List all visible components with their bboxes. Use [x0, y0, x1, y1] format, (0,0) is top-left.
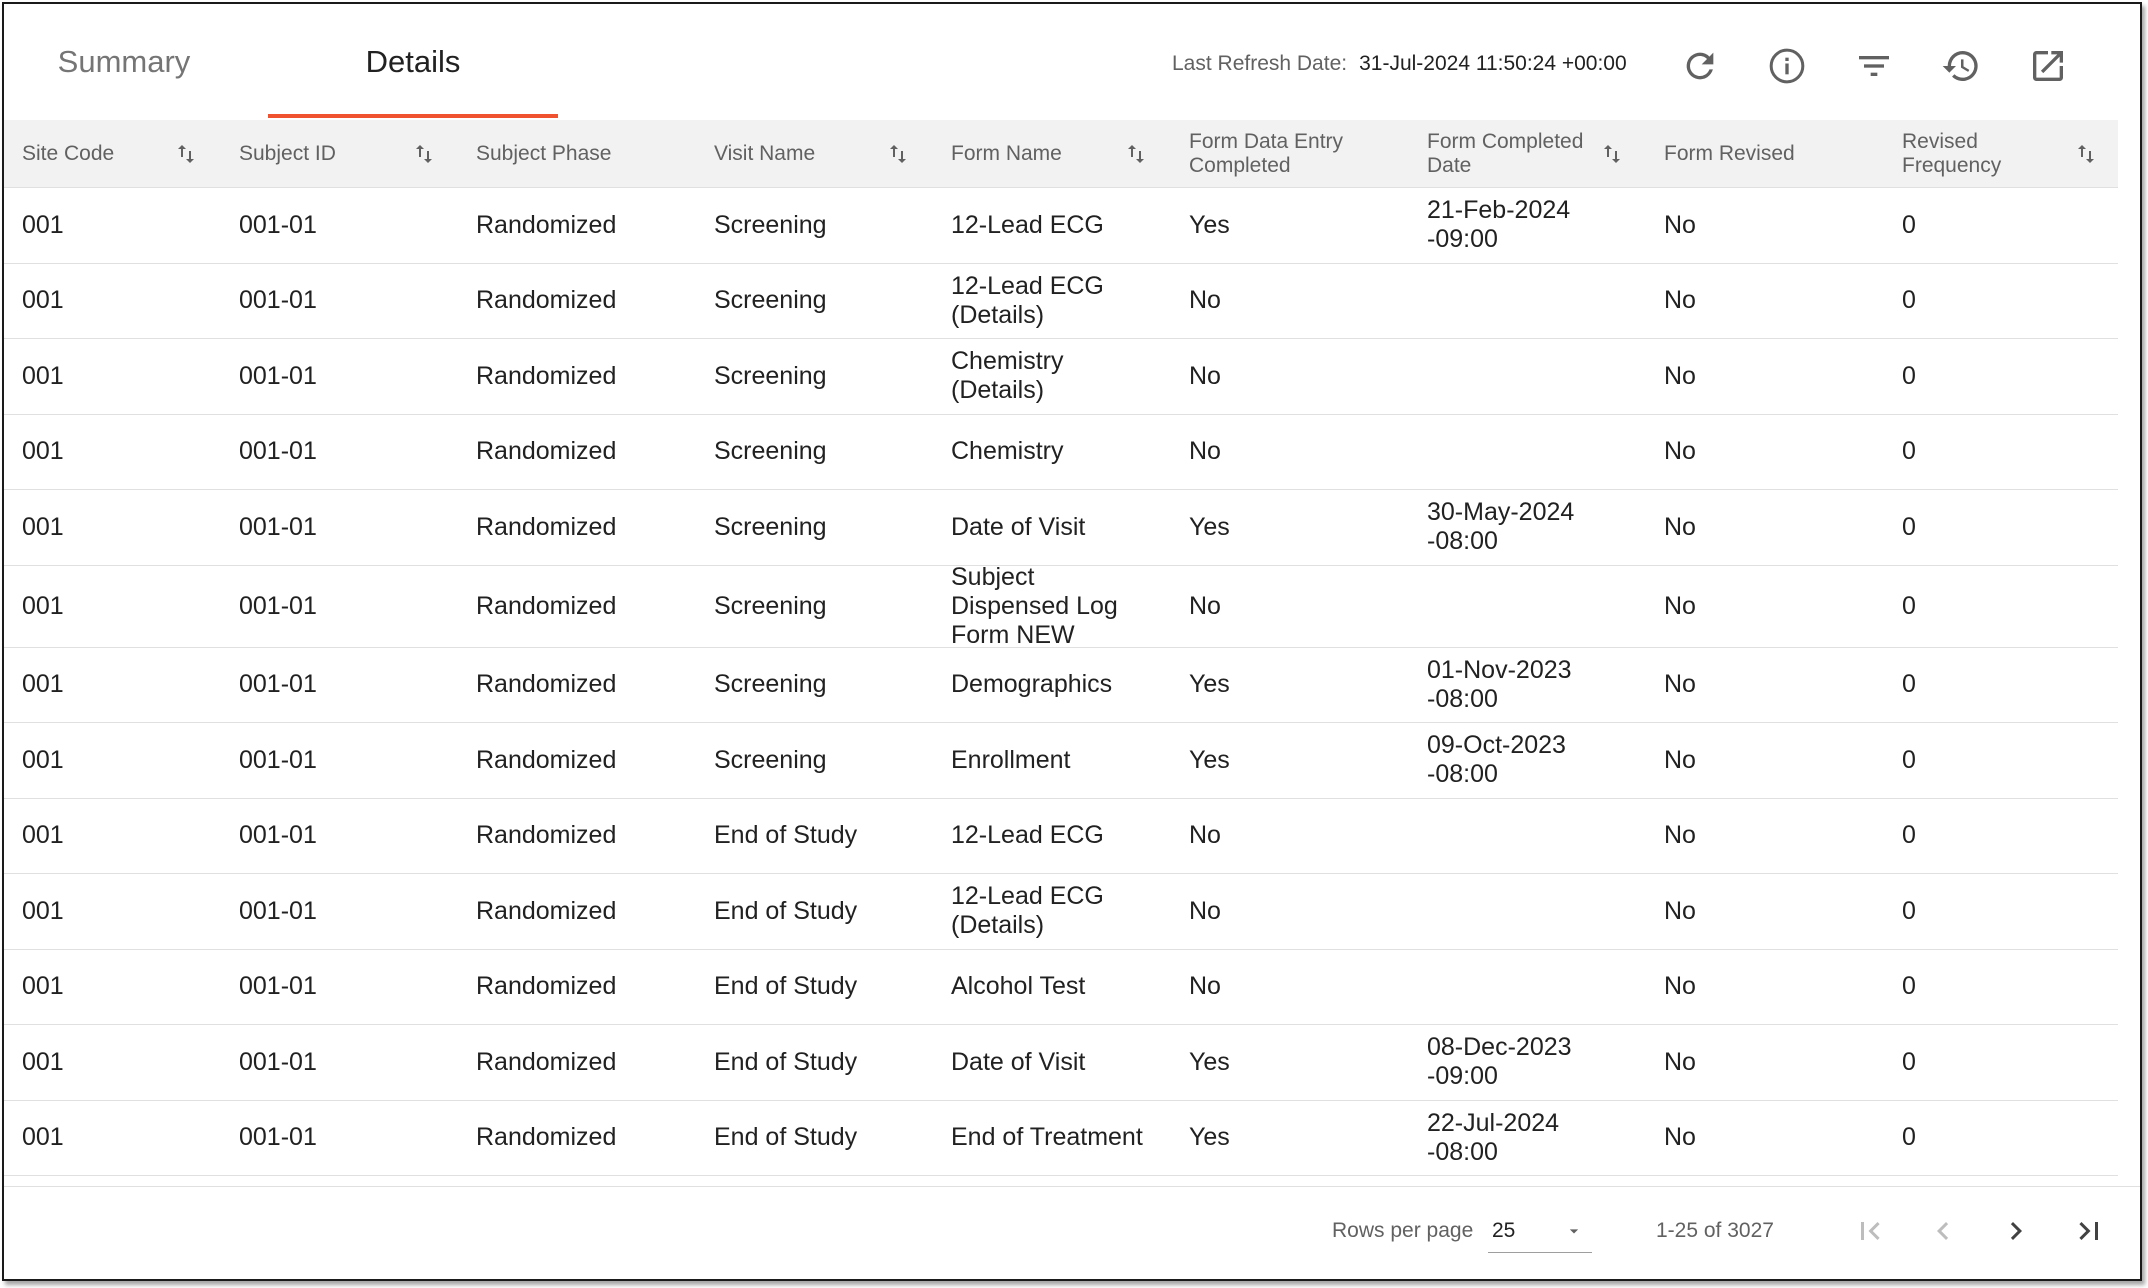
- subject-id-cell: [239, 566, 439, 647]
- form-name-cell: [951, 648, 1151, 723]
- table-row[interactable]: [4, 188, 2118, 264]
- visit-name-cell: [714, 950, 914, 1025]
- cell-text: Screening: [714, 286, 827, 315]
- cell-text: 001: [22, 821, 64, 850]
- info-icon: [1767, 46, 1807, 86]
- form-completed-date-cell: [1427, 188, 1577, 263]
- cell-text: 001-01: [239, 745, 317, 774]
- info-button[interactable]: [1763, 42, 1811, 90]
- form-revised-cell: [1664, 1025, 1874, 1100]
- cell-text: Yes: [1189, 210, 1230, 239]
- cell-text: Yes: [1189, 670, 1230, 699]
- site-code-cell: [22, 1101, 212, 1176]
- column-header[interactable]: [1427, 120, 1597, 188]
- sort-icon[interactable]: [2074, 142, 2098, 166]
- cell-text: No: [1189, 437, 1221, 466]
- cell-text: End of Study: [714, 821, 858, 850]
- cell-text: Date of Visit: [951, 1047, 1086, 1076]
- cell-text: Chemistry (Details): [951, 347, 1064, 405]
- history-button[interactable]: [1937, 42, 1985, 90]
- cell-text: Demographics: [951, 670, 1113, 699]
- form-name-cell: [951, 723, 1151, 798]
- form-revised-cell: [1664, 339, 1874, 414]
- cell-text: 001: [22, 745, 64, 774]
- column-header-label: Subject Phase: [476, 142, 612, 165]
- column-header[interactable]: [1902, 120, 2022, 188]
- subject-id-cell: [239, 799, 439, 874]
- form-completed-date-cell: [1427, 648, 1577, 723]
- cell-text: 001: [22, 1047, 64, 1076]
- tab-summary[interactable]: Summary: [57, 44, 191, 79]
- cell-text: Randomized: [476, 1047, 617, 1076]
- column-header[interactable]: [239, 120, 439, 188]
- form-name-cell: [951, 562, 1151, 649]
- cell-text: No: [1189, 896, 1221, 925]
- previous-page-button[interactable]: [1919, 1207, 1967, 1255]
- cell-text: End of Study: [714, 1047, 858, 1076]
- form-completed-date-cell: [1427, 723, 1577, 798]
- revised-frequency-cell: [1902, 566, 2092, 647]
- subject-phase-cell: [476, 490, 696, 565]
- cell-text: Screening: [714, 361, 827, 390]
- report-panel: [2, 2, 2142, 1281]
- cell-text: 001-01: [239, 210, 317, 239]
- table-row[interactable]: [4, 1025, 2118, 1101]
- form-data-entry-completed-cell: [1189, 188, 1409, 263]
- cell-text: End of Study: [714, 1123, 858, 1152]
- site-code-cell: [22, 264, 212, 339]
- cell-text: 001: [22, 896, 64, 925]
- form-name-cell: [951, 188, 1151, 263]
- cell-text: 12-Lead ECG: [951, 210, 1104, 239]
- cell-text: Screening: [714, 591, 827, 620]
- last-page-button[interactable]: [2065, 1207, 2113, 1255]
- cell-text: No: [1189, 361, 1221, 390]
- site-code-cell: [22, 415, 212, 490]
- cell-text: Randomized: [476, 437, 617, 466]
- cell-text: No: [1664, 670, 1696, 699]
- cell-text: Randomized: [476, 972, 617, 1001]
- page-range-text: 1-25 of 3027: [1656, 1219, 1774, 1242]
- visit-name-cell: [714, 1101, 914, 1176]
- form-revised-cell: [1664, 188, 1874, 263]
- cell-text: No: [1189, 286, 1221, 315]
- subject-phase-cell: [476, 264, 696, 339]
- revised-frequency-cell: [1902, 339, 2092, 414]
- site-code-cell: [22, 799, 212, 874]
- revised-frequency-cell: [1902, 1025, 2092, 1100]
- form-data-entry-completed-cell: [1189, 339, 1409, 414]
- cell-text: 22-Jul-2024 -08:00: [1427, 1108, 1560, 1166]
- visit-name-cell: [714, 874, 914, 949]
- form-completed-date-cell: [1427, 950, 1577, 1025]
- refresh-icon: [1680, 46, 1720, 86]
- form-data-entry-completed-cell: [1189, 723, 1409, 798]
- cell-text: 001: [22, 286, 64, 315]
- cell-text: 001-01: [239, 821, 317, 850]
- form-data-entry-completed-cell: [1189, 264, 1409, 339]
- revised-frequency-cell: [1902, 415, 2092, 490]
- form-name-cell: [951, 339, 1151, 414]
- subject-id-cell: [239, 1025, 439, 1100]
- cell-text: Screening: [714, 670, 827, 699]
- cell-text: 0: [1902, 210, 1916, 239]
- last-refresh-value: 31-Jul-2024 11:50:24 +00:00: [1359, 52, 1627, 75]
- revised-frequency-cell: [1902, 188, 2092, 263]
- table-row[interactable]: [4, 1101, 2118, 1177]
- table-row[interactable]: [4, 648, 2118, 724]
- cell-text: No: [1664, 512, 1696, 541]
- cell-text: 001-01: [239, 670, 317, 699]
- form-completed-date-cell: [1427, 799, 1577, 874]
- first-page-icon: [1852, 1213, 1888, 1249]
- visit-name-cell: [714, 188, 914, 263]
- cell-text: 001-01: [239, 512, 317, 541]
- column-header-label: Visit Name: [714, 142, 816, 165]
- cell-text: Randomized: [476, 1123, 617, 1152]
- form-data-entry-completed-cell: [1189, 950, 1409, 1025]
- form-data-entry-completed-cell: [1189, 415, 1409, 490]
- sort-icon[interactable]: [174, 142, 198, 166]
- visit-name-cell: [714, 339, 914, 414]
- column-header-label: Revised Frequency: [1902, 130, 2002, 177]
- visit-name-cell: [714, 648, 914, 723]
- site-code-cell: [22, 1025, 212, 1100]
- cell-text: No: [1664, 591, 1696, 620]
- cell-text: Alcohol Test: [951, 972, 1086, 1001]
- cell-text: No: [1189, 972, 1221, 1001]
- subject-id-cell: [239, 874, 439, 949]
- form-data-entry-completed-cell: [1189, 566, 1409, 647]
- cell-text: 0: [1902, 286, 1916, 315]
- cell-text: 0: [1902, 670, 1916, 699]
- form-revised-cell: [1664, 874, 1874, 949]
- revised-frequency-cell: [1902, 648, 2092, 723]
- cell-text: Randomized: [476, 670, 617, 699]
- site-code-cell: [22, 188, 212, 263]
- cell-text: 0: [1902, 821, 1916, 850]
- first-page-button[interactable]: [1846, 1207, 1894, 1255]
- cell-text: 001: [22, 512, 64, 541]
- subject-id-cell: [239, 723, 439, 798]
- form-revised-cell: [1664, 723, 1874, 798]
- cell-text: 0: [1902, 512, 1916, 541]
- open-in-new-button[interactable]: [2024, 42, 2072, 90]
- cell-text: 0: [1902, 1047, 1916, 1076]
- subject-id-cell: [239, 188, 439, 263]
- form-completed-date-cell: [1427, 1101, 1577, 1176]
- revised-frequency-cell: [1902, 799, 2092, 874]
- cell-text: 001: [22, 972, 64, 1001]
- cell-text: 08-Dec-2023 -09:00: [1427, 1033, 1572, 1091]
- table-row[interactable]: [4, 415, 2118, 491]
- tab-details[interactable]: Details: [365, 44, 461, 79]
- subject-id-cell: [239, 648, 439, 723]
- rows-per-page-select[interactable]: [1488, 1209, 1592, 1253]
- cell-text: Yes: [1189, 512, 1230, 541]
- subject-phase-cell: [476, 339, 696, 414]
- last-refresh-date: [1172, 52, 1627, 76]
- cell-text: Yes: [1189, 745, 1230, 774]
- subject-phase-cell: [476, 648, 696, 723]
- cell-text: 30-May-2024 -08:00: [1427, 498, 1575, 556]
- form-name-cell: [951, 1101, 1151, 1176]
- visit-name-cell: [714, 415, 914, 490]
- history-icon: [1941, 46, 1981, 86]
- cell-text: No: [1664, 821, 1696, 850]
- cell-text: No: [1664, 1123, 1696, 1152]
- cell-text: Randomized: [476, 896, 617, 925]
- column-header[interactable]: [714, 120, 914, 188]
- subject-phase-cell: [476, 950, 696, 1025]
- cell-text: Enrollment: [951, 745, 1071, 774]
- table-header: [4, 120, 2118, 188]
- cell-text: Screening: [714, 210, 827, 239]
- form-data-entry-completed-cell: [1189, 1025, 1409, 1100]
- form-name-cell: [951, 264, 1151, 339]
- form-completed-date-cell: [1427, 874, 1577, 949]
- cell-text: 001: [22, 1123, 64, 1152]
- cell-text: No: [1189, 821, 1221, 850]
- cell-text: 001: [22, 437, 64, 466]
- table-row[interactable]: [4, 490, 2118, 566]
- form-completed-date-cell: [1427, 490, 1577, 565]
- form-data-entry-completed-cell: [1189, 799, 1409, 874]
- revised-frequency-cell: [1902, 264, 2092, 339]
- subject-id-cell: [239, 415, 439, 490]
- form-completed-date-cell: [1427, 339, 1577, 414]
- cell-text: Screening: [714, 745, 827, 774]
- rows-per-page-value: 25: [1492, 1219, 1516, 1242]
- cell-text: 001-01: [239, 361, 317, 390]
- form-revised-cell: [1664, 1101, 1874, 1176]
- form-data-entry-completed-cell: [1189, 648, 1409, 723]
- form-revised-cell: [1664, 799, 1874, 874]
- rows-per-page-label: Rows per page: [1332, 1219, 1474, 1242]
- filter-icon: [1854, 46, 1894, 86]
- subject-phase-cell: [476, 566, 696, 647]
- column-header-label: Form Completed Date: [1427, 130, 1584, 177]
- cell-text: Date of Visit: [951, 512, 1086, 541]
- column-header-label: Form Name: [951, 142, 1062, 165]
- cell-text: 001-01: [239, 1047, 317, 1076]
- site-code-cell: [22, 339, 212, 414]
- cell-text: No: [1189, 591, 1221, 620]
- cell-text: Randomized: [476, 210, 617, 239]
- pagination-bar: [4, 1186, 2140, 1281]
- cell-text: 0: [1902, 745, 1916, 774]
- subject-id-cell: [239, 264, 439, 339]
- subject-phase-cell: [476, 1101, 696, 1176]
- subject-phase-cell: [476, 874, 696, 949]
- cell-text: 001: [22, 591, 64, 620]
- refresh-button[interactable]: [1676, 42, 1724, 90]
- sort-icon[interactable]: [886, 142, 910, 166]
- revised-frequency-cell: [1902, 490, 2092, 565]
- sort-icon[interactable]: [412, 142, 436, 166]
- table-row[interactable]: [4, 723, 2118, 799]
- subject-phase-cell: [476, 1025, 696, 1100]
- cell-text: End of Study: [714, 972, 858, 1001]
- cell-text: End of Treatment: [951, 1123, 1143, 1152]
- filter-button[interactable]: [1850, 42, 1898, 90]
- chevron-left-icon: [1925, 1213, 1961, 1249]
- form-completed-date-cell: [1427, 1025, 1577, 1100]
- subject-id-cell: [239, 950, 439, 1025]
- table-body: [4, 188, 2118, 1186]
- subject-phase-cell: [476, 188, 696, 263]
- subject-phase-cell: [476, 723, 696, 798]
- site-code-cell: [22, 723, 212, 798]
- form-data-entry-completed-cell: [1189, 490, 1409, 565]
- cell-text: Randomized: [476, 286, 617, 315]
- column-header-label: Site Code: [22, 142, 115, 165]
- cell-text: 0: [1902, 1123, 1916, 1152]
- form-completed-date-cell: [1427, 264, 1577, 339]
- table-row[interactable]: [4, 339, 2118, 415]
- cell-text: 001-01: [239, 972, 317, 1001]
- subject-phase-cell: [476, 415, 696, 490]
- cell-text: 001: [22, 670, 64, 699]
- column-header: [1189, 120, 1389, 188]
- cell-text: 001-01: [239, 1123, 317, 1152]
- table-row[interactable]: [4, 264, 2118, 340]
- table-row[interactable]: [4, 950, 2118, 1026]
- site-code-cell: [22, 874, 212, 949]
- last-page-icon: [2071, 1213, 2107, 1249]
- revised-frequency-cell: [1902, 874, 2092, 949]
- site-code-cell: [22, 490, 212, 565]
- cell-text: No: [1664, 210, 1696, 239]
- form-data-entry-completed-cell: [1189, 1101, 1409, 1176]
- form-revised-cell: [1664, 950, 1874, 1025]
- chevron-down-icon: [1564, 1221, 1584, 1241]
- cell-text: 21-Feb-2024 -09:00: [1427, 196, 1571, 254]
- cell-text: 001: [22, 361, 64, 390]
- top-bar: [4, 4, 2140, 120]
- revised-frequency-cell: [1902, 1101, 2092, 1176]
- subject-phase-cell: [476, 799, 696, 874]
- cell-text: 12-Lead ECG: [951, 821, 1104, 850]
- form-revised-cell: [1664, 566, 1874, 647]
- cell-text: No: [1664, 361, 1696, 390]
- site-code-cell: [22, 566, 212, 647]
- table-row[interactable]: [4, 799, 2118, 875]
- cell-text: 0: [1902, 361, 1916, 390]
- cell-text: Screening: [714, 512, 827, 541]
- cell-text: Randomized: [476, 591, 617, 620]
- revised-frequency-cell: [1902, 723, 2092, 798]
- cell-text: 01-Nov-2023 -08:00: [1427, 655, 1572, 713]
- form-revised-cell: [1664, 648, 1874, 723]
- form-revised-cell: [1664, 415, 1874, 490]
- site-code-cell: [22, 648, 212, 723]
- subject-id-cell: [239, 1101, 439, 1176]
- cell-text: End of Study: [714, 896, 858, 925]
- cell-text: Randomized: [476, 745, 617, 774]
- form-name-cell: [951, 490, 1151, 565]
- visit-name-cell: [714, 723, 914, 798]
- form-revised-cell: [1664, 264, 1874, 339]
- cell-text: Yes: [1189, 1047, 1230, 1076]
- form-name-cell: [951, 874, 1151, 949]
- visit-name-cell: [714, 566, 914, 647]
- form-completed-date-cell: [1427, 566, 1577, 647]
- cell-text: 001-01: [239, 591, 317, 620]
- cell-text: No: [1664, 1047, 1696, 1076]
- cell-text: 0: [1902, 591, 1916, 620]
- visit-name-cell: [714, 1025, 914, 1100]
- cell-text: 12-Lead ECG (Details): [951, 882, 1104, 940]
- form-name-cell: [951, 799, 1151, 874]
- chevron-right-icon: [1998, 1213, 2034, 1249]
- column-header-label: Form Revised: [1664, 142, 1795, 165]
- last-refresh-label: Last Refresh Date:: [1172, 52, 1348, 75]
- table-row[interactable]: [4, 874, 2118, 950]
- visit-name-cell: [714, 799, 914, 874]
- cell-text: 001-01: [239, 896, 317, 925]
- column-header-label: Form Data Entry Completed: [1189, 130, 1344, 177]
- cell-text: No: [1664, 286, 1696, 315]
- cell-text: 0: [1902, 972, 1916, 1001]
- visit-name-cell: [714, 490, 914, 565]
- subject-id-cell: [239, 490, 439, 565]
- subject-id-cell: [239, 339, 439, 414]
- cell-text: 001: [22, 210, 64, 239]
- open-in-new-icon: [2028, 46, 2068, 86]
- cell-text: Randomized: [476, 512, 617, 541]
- cell-text: Chemistry: [951, 437, 1064, 466]
- cell-text: No: [1664, 745, 1696, 774]
- form-data-entry-completed-cell: [1189, 874, 1409, 949]
- form-revised-cell: [1664, 490, 1874, 565]
- visit-name-cell: [714, 264, 914, 339]
- cell-text: No: [1664, 972, 1696, 1001]
- cell-text: 001-01: [239, 286, 317, 315]
- cell-text: Randomized: [476, 821, 617, 850]
- sort-icon[interactable]: [1124, 142, 1148, 166]
- column-header: [1664, 120, 1874, 188]
- sort-icon[interactable]: [1600, 142, 1624, 166]
- column-header: [476, 120, 696, 188]
- cell-text: Screening: [714, 437, 827, 466]
- revised-frequency-cell: [1902, 950, 2092, 1025]
- form-name-cell: [951, 950, 1151, 1025]
- active-tab-indicator: [268, 114, 558, 118]
- cell-text: Randomized: [476, 361, 617, 390]
- form-completed-date-cell: [1427, 415, 1577, 490]
- table-row[interactable]: [4, 562, 2118, 649]
- form-name-cell: [951, 1025, 1151, 1100]
- form-name-cell: [951, 415, 1151, 490]
- cell-text: No: [1664, 896, 1696, 925]
- site-code-cell: [22, 950, 212, 1025]
- next-page-button[interactable]: [1992, 1207, 2040, 1255]
- cell-text: 0: [1902, 437, 1916, 466]
- cell-text: 12-Lead ECG (Details): [951, 271, 1104, 329]
- cell-text: Subject Dispensed Log Form NEW: [951, 562, 1118, 649]
- cell-text: No: [1664, 437, 1696, 466]
- column-header-label: Subject ID: [239, 142, 336, 165]
- cell-text: 09-Oct-2023 -08:00: [1427, 731, 1566, 789]
- cell-text: 001-01: [239, 437, 317, 466]
- cell-text: Yes: [1189, 1123, 1230, 1152]
- cell-text: 0: [1902, 896, 1916, 925]
